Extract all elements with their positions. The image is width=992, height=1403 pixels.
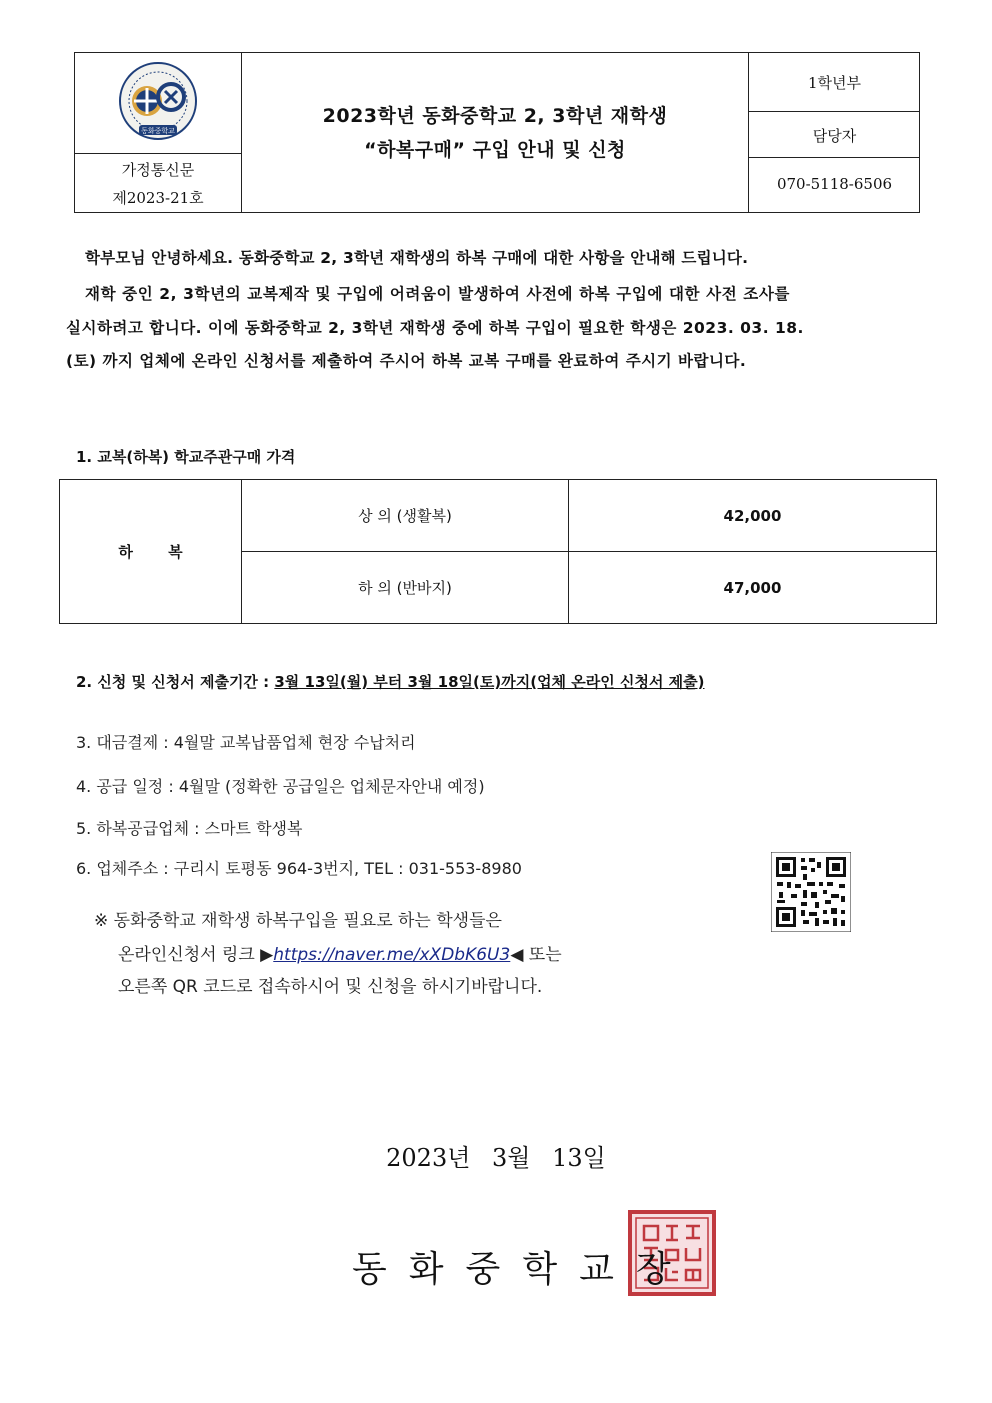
newsletter-label: 가정통신문 bbox=[121, 161, 195, 179]
table-cell-price: 42,000 bbox=[723, 506, 782, 525]
school-logo bbox=[75, 53, 241, 153]
page-subtitle: “하복구매” 구입 안내 및 신청 bbox=[364, 139, 626, 161]
application-link[interactable]: https://naver.me/xXDbK6U3 bbox=[273, 945, 511, 965]
application-period: 3월 13일(월) 부터 3월 18일(토)까지(업체 온라인 신청서 제출) bbox=[274, 673, 705, 691]
divider bbox=[749, 111, 920, 112]
contact-phone: 070-5118-6506 bbox=[776, 175, 893, 193]
manager-label: 담당자 bbox=[812, 127, 857, 145]
table-cell-price: 47,000 bbox=[723, 578, 782, 597]
title-cell bbox=[242, 53, 749, 212]
notice-line: ※ 동화중학교 재학생 하복구입을 필요로 하는 학생들은 bbox=[94, 911, 502, 931]
document-date: 2023년 3월 13일 bbox=[386, 1144, 606, 1172]
divider bbox=[75, 153, 241, 154]
greeting-text: 학부모님 안녕하세요. 동화중학교 2, 3학년 재학생의 하복 구매에 대한 사항을 안내해 드립니다. bbox=[85, 249, 749, 267]
table-cell-item: 상 의 (생활복) bbox=[358, 507, 452, 525]
principal-signature: 동화중학교장 bbox=[352, 1249, 693, 1290]
vendor-address: 6. 업체주소 : 구리시 토평동 964-3번지, TEL : 031-553-8980 bbox=[76, 859, 522, 878]
section-2-label: 2. 신청 및 신청서 제출기간 : bbox=[76, 673, 275, 691]
price-table bbox=[59, 479, 937, 624]
page-title: 2023학년 동화중학교 2, 3학년 재학생 bbox=[322, 105, 668, 127]
category-cell: 하 복 bbox=[118, 543, 183, 561]
newsletter-number: 제2023-21호 bbox=[112, 189, 204, 207]
department-label: 1학년부 bbox=[807, 74, 861, 92]
info-cell bbox=[749, 53, 920, 212]
body-paragraph-line: (토) 까지 업체에 온라인 신청서를 제출하여 주시어 하복 교복 구매를 완료하여 주시기 바랍니다. bbox=[66, 352, 747, 370]
logo-text: 동화중학교 bbox=[141, 127, 175, 135]
supply-schedule: 4. 공급 일정 : 4월말 (정확한 공급일은 업체문자안내 예정) bbox=[76, 777, 485, 796]
table-cell-item: 하 의 (반바지) bbox=[358, 579, 452, 597]
logo-cell bbox=[75, 53, 242, 212]
notice-link-suffix: ◀ 또는 bbox=[510, 945, 562, 965]
section-1-title: 1. 교복(하복) 학교주관구매 가격 bbox=[76, 448, 296, 466]
header-table bbox=[74, 52, 920, 213]
notice-link-line bbox=[118, 940, 562, 965]
vendor-info: 5. 하복공급업체 : 스마트 학생복 bbox=[76, 819, 303, 838]
payment-info: 3. 대금결제 : 4월말 교복납품업체 현장 수납처리 bbox=[76, 733, 416, 752]
body-paragraph-line: 재학 중인 2, 3학년의 교복제작 및 구입에 어려움이 발생하여 사전에 하복 구입에 대한 사전 조사를 bbox=[85, 285, 790, 303]
notice-line: 오른쪽 QR 코드로 접속하시어 및 신청을 하시기바랍니다. bbox=[118, 977, 543, 997]
section-2 bbox=[76, 671, 705, 692]
qr-code[interactable] bbox=[771, 852, 851, 932]
divider bbox=[749, 157, 920, 158]
notice-link-prefix: 온라인신청서 링크 ▶ bbox=[118, 945, 274, 965]
body-paragraph-line: 실시하려고 합니다. 이에 동화중학교 2, 3학년 재학생 중에 하복 구입이 필요한 학생은 2023. 03. 18. bbox=[66, 319, 804, 337]
